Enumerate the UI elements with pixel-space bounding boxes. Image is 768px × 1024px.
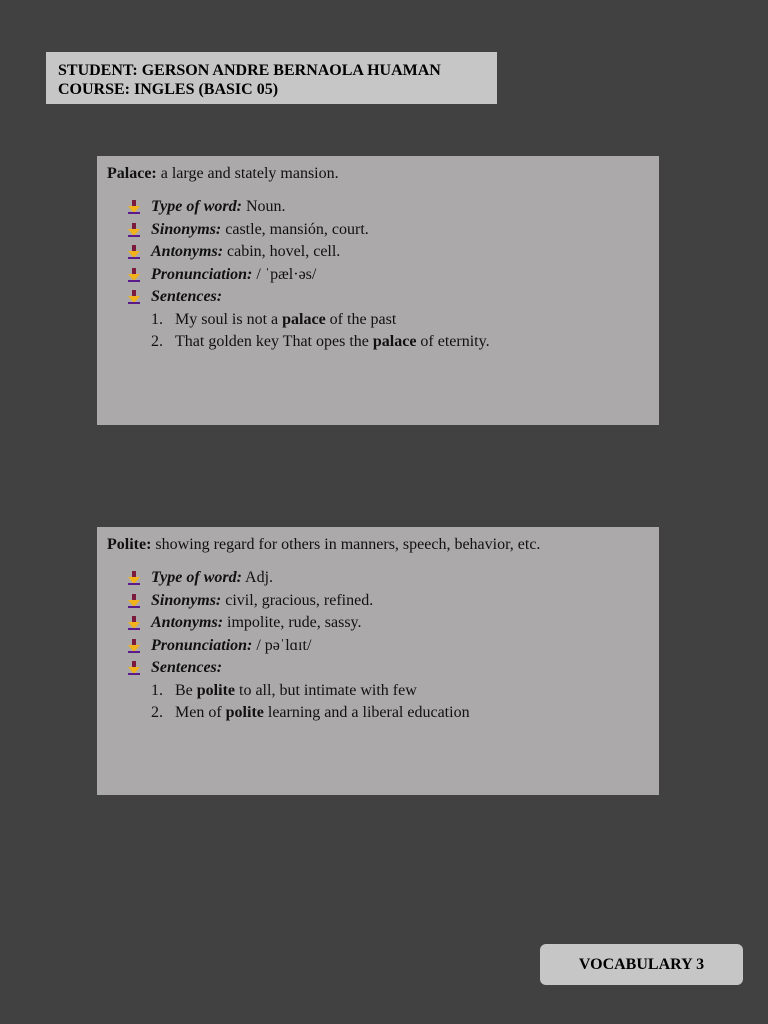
attribute-list bbox=[107, 196, 659, 309]
arrow-down-bullet-icon bbox=[128, 245, 140, 259]
antonyms-item bbox=[107, 612, 659, 635]
sentence-number: 1. bbox=[151, 681, 163, 699]
term: Polite: bbox=[107, 536, 152, 553]
synonyms-item bbox=[107, 590, 659, 613]
sentence-keyword: palace bbox=[282, 310, 326, 328]
vocabulary-label-box bbox=[540, 944, 743, 985]
arrow-down-bullet-icon bbox=[128, 616, 140, 630]
sentence-text-after: to all, but intimate with few bbox=[235, 681, 417, 699]
definition-line bbox=[107, 163, 659, 185]
arrow-down-bullet-icon bbox=[128, 200, 140, 214]
sentence-text-before: My soul is not a bbox=[175, 310, 283, 328]
antonyms-item bbox=[107, 241, 659, 264]
sentence-keyword: polite bbox=[196, 681, 235, 699]
antonyms-label: Antonyms: bbox=[151, 243, 224, 260]
vocabulary-label: VOCABULARY 3 bbox=[578, 956, 705, 973]
sentences-label: Sentences: bbox=[151, 288, 223, 305]
sentences-item bbox=[107, 286, 659, 309]
sentence-text-before: Be bbox=[175, 681, 197, 699]
synonyms-value: castle, mansión, court. bbox=[221, 220, 369, 238]
synonyms-label: Sinonyms: bbox=[151, 591, 222, 609]
antonyms-value: impolite, rude, sassy. bbox=[223, 614, 362, 631]
sentence-number: 2. bbox=[151, 333, 163, 350]
type-value: Noun. bbox=[241, 198, 286, 215]
sentences-item bbox=[107, 657, 659, 680]
sentence-keyword: palace bbox=[372, 333, 417, 350]
sentence-text-before: That golden key That opes the bbox=[175, 333, 373, 350]
synonyms-item bbox=[107, 219, 659, 242]
antonyms-label: Antonyms: bbox=[151, 614, 224, 631]
pronunciation-item bbox=[107, 264, 659, 287]
arrow-down-bullet-icon bbox=[128, 223, 140, 237]
sentence-text-after: of eternity. bbox=[416, 333, 490, 350]
sentence-keyword: polite bbox=[225, 704, 264, 721]
synonyms-value: civil, gracious, refined. bbox=[221, 591, 374, 609]
vocab-card-palace bbox=[97, 156, 659, 425]
arrow-down-bullet-icon bbox=[128, 571, 140, 585]
definition-line bbox=[107, 534, 659, 556]
definition-text: showing regard for others in manners, speech, behavior, etc. bbox=[151, 536, 541, 553]
example-sentence bbox=[107, 309, 659, 332]
sentence-list bbox=[107, 309, 659, 354]
synonyms-label: Sinonyms: bbox=[151, 220, 222, 238]
vocab-card-polite bbox=[97, 527, 659, 795]
student-info-box bbox=[46, 52, 497, 104]
type-value: Adj. bbox=[241, 569, 274, 586]
arrow-down-bullet-icon bbox=[128, 661, 140, 675]
example-sentence bbox=[107, 702, 659, 725]
pronunciation-item bbox=[107, 635, 659, 658]
sentence-text-after: learning and a liberal education bbox=[263, 704, 470, 721]
course-name: COURSE: INGLES (BASIC 05) bbox=[58, 81, 279, 98]
arrow-down-bullet-icon bbox=[128, 268, 140, 282]
arrow-down-bullet-icon bbox=[128, 290, 140, 304]
pronunciation-value: / pəˈlɑɪt/ bbox=[252, 636, 312, 654]
sentence-number: 2. bbox=[151, 704, 163, 721]
term: Palace: bbox=[107, 165, 157, 182]
type-label: Type of word: bbox=[151, 198, 242, 215]
arrow-down-bullet-icon bbox=[128, 594, 140, 608]
sentence-text-after: of the past bbox=[325, 310, 397, 328]
type-label: Type of word: bbox=[151, 569, 242, 586]
example-sentence bbox=[107, 331, 659, 354]
attribute-list bbox=[107, 567, 659, 680]
sentence-list bbox=[107, 680, 659, 725]
antonyms-value: cabin, hovel, cell. bbox=[223, 243, 341, 260]
pronunciation-label: Pronunciation: bbox=[151, 265, 253, 283]
pronunciation-value: / ˈpæl·əs/ bbox=[252, 265, 317, 283]
sentence-text-before: Men of bbox=[175, 704, 226, 721]
sentences-label: Sentences: bbox=[151, 659, 223, 676]
sentence-number: 1. bbox=[151, 310, 163, 328]
definition-text: a large and stately mansion. bbox=[156, 165, 339, 182]
type-item bbox=[107, 196, 659, 219]
arrow-down-bullet-icon bbox=[128, 639, 140, 653]
type-item bbox=[107, 567, 659, 590]
example-sentence bbox=[107, 680, 659, 703]
pronunciation-label: Pronunciation: bbox=[151, 636, 253, 654]
student-name: STUDENT: GERSON ANDRE BERNAOLA HUAMAN bbox=[58, 62, 441, 79]
